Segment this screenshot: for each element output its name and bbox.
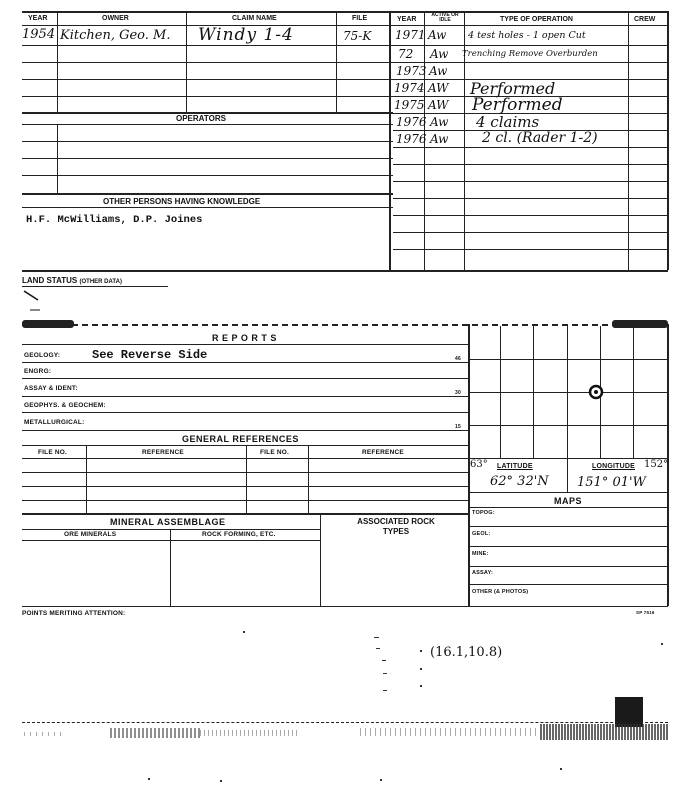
maps-header-line bbox=[469, 507, 667, 508]
latlon-bottom-line bbox=[469, 492, 667, 493]
grid-line bbox=[469, 458, 667, 459]
longitude-label: LONGITUDE bbox=[592, 463, 636, 470]
latitude-degree: 63° bbox=[470, 459, 488, 470]
reports-top-border bbox=[22, 324, 668, 326]
claim-file: 75-K bbox=[343, 29, 372, 43]
claims-top-border bbox=[22, 11, 393, 13]
scan-speck bbox=[220, 780, 222, 782]
gr-reference-header: REFERENCE bbox=[142, 449, 184, 456]
gr-file-no-header: FILE NO. bbox=[38, 449, 68, 456]
maps-row-line bbox=[469, 526, 667, 527]
ops-year: 1976 bbox=[396, 115, 427, 129]
upper-section-bottom bbox=[22, 270, 668, 272]
claim-name: Windy 1-4 bbox=[198, 25, 294, 45]
scan-speck bbox=[383, 673, 387, 674]
claim-owner: Kitchen, Geo. M. bbox=[60, 28, 171, 43]
ops-year-header: YEAR bbox=[397, 16, 417, 23]
land-status-underline bbox=[22, 286, 168, 287]
report-num: 15 bbox=[455, 424, 461, 430]
scan-noise-strip bbox=[200, 730, 300, 736]
latitude-value: 62° 32'N bbox=[490, 474, 549, 489]
report-label: GEOLOGY: bbox=[24, 352, 61, 359]
ops-active-idle-header: ACTIVE OR IDLE bbox=[431, 12, 459, 23]
owner-header: OWNER bbox=[102, 15, 129, 22]
ops-right-border bbox=[667, 11, 669, 270]
ops-row-line bbox=[393, 164, 668, 165]
land-status-title: LAND STATUS bbox=[22, 276, 78, 285]
ore-minerals-label: ORE MINERALS bbox=[64, 531, 117, 538]
ops-row-line bbox=[393, 249, 668, 250]
ops-status: Aw bbox=[430, 47, 449, 61]
scan-speck bbox=[148, 778, 150, 780]
gr-col-line bbox=[86, 445, 87, 513]
maps-row-topog: TOPOG: bbox=[472, 510, 495, 516]
other-persons-top-line bbox=[22, 193, 393, 195]
row-line bbox=[22, 79, 393, 80]
gr-bottom-line bbox=[22, 513, 468, 515]
general-references-label: GENERAL REFERENCES bbox=[182, 434, 299, 444]
scan-noise-strip bbox=[360, 728, 540, 736]
maps-row-line bbox=[469, 584, 667, 585]
ops-row-line bbox=[393, 62, 668, 63]
latitude-label: LATITUDE bbox=[497, 463, 533, 470]
report-num: 46 bbox=[455, 356, 461, 362]
bottom-dashed-line bbox=[22, 722, 668, 723]
claim-col-line bbox=[336, 11, 337, 112]
maps-row-geol: GEOL: bbox=[472, 531, 491, 537]
scan-speck bbox=[420, 685, 422, 687]
scan-speck bbox=[243, 631, 245, 633]
maps-row-line bbox=[469, 566, 667, 567]
owner-col-line bbox=[186, 11, 187, 112]
ops-status: AW bbox=[428, 98, 449, 112]
ops-year: 1971 bbox=[395, 28, 426, 42]
row-line bbox=[22, 62, 393, 63]
scan-speck bbox=[380, 779, 382, 781]
ops-type-header: TYPE OF OPERATION bbox=[500, 16, 573, 23]
maps-row-line bbox=[469, 546, 667, 547]
gr-file-no-header: FILE NO. bbox=[260, 449, 290, 456]
ops-row-line bbox=[393, 45, 668, 46]
associated-rock-types-label: ASSOCIATED ROCK TYPES bbox=[357, 517, 435, 536]
ops-type: 2 cl. (Rader 1-2) bbox=[482, 130, 598, 146]
maps-label: MAPS bbox=[554, 496, 583, 506]
ops-type: Performed bbox=[472, 95, 563, 115]
ops-type: Trenching Remove Overburden bbox=[462, 49, 598, 59]
scan-speck bbox=[383, 690, 387, 691]
ops-row-line bbox=[393, 215, 668, 216]
gr-subheader-line bbox=[22, 458, 468, 459]
ops-row-line bbox=[393, 198, 668, 199]
scan-speck bbox=[382, 660, 386, 661]
gr-row-line bbox=[22, 500, 468, 501]
report-num: 30 bbox=[455, 390, 461, 396]
ma-assoc-line bbox=[320, 513, 321, 606]
scan-noise-strip bbox=[540, 724, 668, 740]
reports-label: R E P O R T S bbox=[212, 333, 277, 343]
report-label: ENGRG: bbox=[24, 368, 52, 375]
claim-name-header: CLAIM NAME bbox=[232, 15, 277, 22]
ops-crew-header: CREW bbox=[634, 16, 656, 23]
scan-speck bbox=[374, 637, 379, 638]
ops-year: 1975 bbox=[394, 98, 425, 112]
maps-row-other: OTHER (& PHOTOS) bbox=[472, 589, 529, 595]
ops-year: 72 bbox=[398, 47, 414, 61]
row-line bbox=[22, 175, 393, 176]
longitude-value: 151° 01'W bbox=[577, 475, 646, 490]
scan-speck bbox=[420, 650, 422, 652]
latlon-divider bbox=[567, 458, 568, 492]
gr-reference-header: REFERENCE bbox=[362, 449, 404, 456]
points-label: POINTS MERITING ATTENTION: bbox=[22, 610, 126, 617]
other-persons-header-line bbox=[22, 207, 393, 208]
scan-speck bbox=[661, 643, 663, 645]
report-label: ASSAY & IDENT: bbox=[24, 385, 78, 392]
row-line bbox=[22, 158, 393, 159]
center-divider bbox=[389, 11, 391, 270]
year-header: YEAR bbox=[28, 15, 48, 22]
ops-status: Aw bbox=[430, 115, 449, 129]
gr-col-line bbox=[308, 445, 309, 513]
coordinates-note: (16.1,10.8) bbox=[430, 645, 503, 660]
year-col-line bbox=[57, 11, 58, 112]
other-persons-label: OTHER PERSONS HAVING KNOWLEDGE bbox=[103, 197, 261, 206]
operators-header-line bbox=[22, 124, 393, 125]
gr-col-line bbox=[246, 445, 247, 513]
gr-header-line bbox=[22, 445, 468, 446]
maps-row-mine: MINE: bbox=[472, 551, 489, 557]
ops-type: 4 claims bbox=[476, 113, 540, 131]
ops-header-line bbox=[393, 25, 668, 26]
land-status-label bbox=[22, 276, 122, 285]
ops-year: 1974 bbox=[394, 81, 425, 95]
ma-subheader-line bbox=[22, 540, 320, 541]
report-label: METALLURGICAL: bbox=[24, 419, 85, 426]
gr-row-line bbox=[22, 472, 468, 473]
operators-col-line bbox=[57, 124, 58, 193]
report-value: See Reverse Side bbox=[92, 348, 208, 362]
row-line bbox=[22, 141, 393, 142]
scan-noise-strip bbox=[110, 728, 200, 738]
report-row-line bbox=[22, 430, 468, 431]
scan-noise-strip bbox=[24, 732, 64, 736]
row-line bbox=[22, 96, 393, 97]
maps-row-assay: ASSAY: bbox=[472, 570, 494, 576]
report-row-line bbox=[22, 362, 468, 363]
claim-year: 1954 bbox=[22, 27, 56, 42]
ops-year: 1976 bbox=[396, 132, 427, 146]
ops-row-line bbox=[393, 232, 668, 233]
grid-line bbox=[469, 392, 667, 393]
ops-row-line bbox=[393, 147, 668, 148]
ops-status: Aw bbox=[428, 28, 447, 42]
ops-status: Aw bbox=[430, 132, 449, 146]
grid-line bbox=[469, 425, 667, 426]
ma-bottom-line bbox=[22, 606, 668, 607]
other-persons-value: H.F. McWilliams, D.P. Joines bbox=[26, 214, 203, 226]
report-row-line bbox=[22, 378, 468, 379]
report-row-line bbox=[22, 412, 468, 413]
report-label: GEOPHYS. & GEOCHEM: bbox=[24, 402, 106, 409]
rock-forming-label: ROCK FORMING, ETC. bbox=[202, 531, 276, 538]
ops-year: 1973 bbox=[396, 64, 427, 78]
row-line bbox=[22, 45, 393, 46]
ops-status: Aw bbox=[429, 64, 448, 78]
ops-type-col bbox=[628, 11, 629, 270]
ops-type: 4 test holes - 1 open Cut bbox=[468, 30, 586, 41]
ops-type: Performed bbox=[470, 79, 556, 98]
land-status-sub: (OTHER DATA) bbox=[79, 279, 122, 285]
file-header: FILE bbox=[352, 15, 368, 22]
scan-speck bbox=[376, 648, 380, 649]
ops-status: AW bbox=[428, 81, 449, 95]
form-number: SP 7516 bbox=[636, 610, 655, 615]
ma-col-line bbox=[170, 529, 171, 606]
gr-row-line bbox=[22, 486, 468, 487]
reports-header-line bbox=[22, 344, 468, 345]
ops-row-line bbox=[393, 181, 668, 182]
operators-label: OPERATORS bbox=[176, 114, 226, 123]
ma-header-line bbox=[22, 529, 320, 530]
mineral-assemblage-label: MINERAL ASSEMBLAGE bbox=[110, 517, 226, 527]
scan-speck bbox=[560, 768, 562, 770]
scan-speck bbox=[420, 668, 422, 670]
location-marker-icon bbox=[588, 384, 604, 400]
grid-line bbox=[469, 359, 667, 360]
report-row-line bbox=[22, 396, 468, 397]
longitude-degree: 152° bbox=[644, 459, 669, 470]
